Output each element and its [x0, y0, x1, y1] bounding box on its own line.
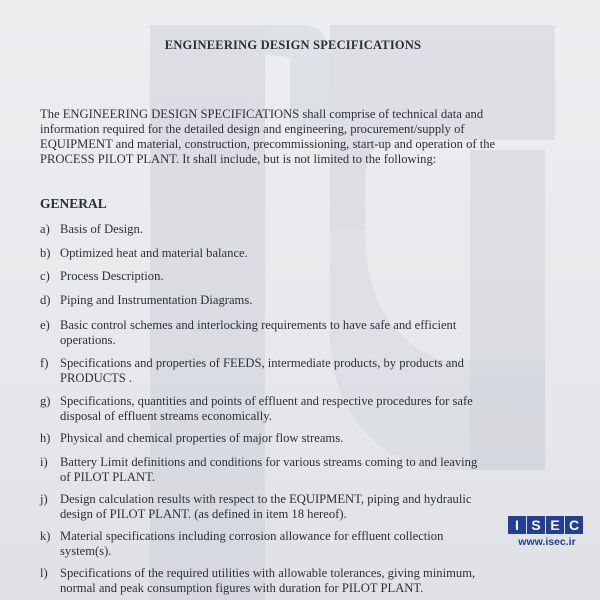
- list-item-letter: c): [40, 269, 50, 283]
- page-title: ENGINEERING DESIGN SPECIFICATIONS: [164, 38, 422, 52]
- list-item-text: PRODUCTS .: [60, 371, 133, 385]
- list-item-letter: f): [40, 356, 49, 370]
- list-item-letter: a): [40, 222, 50, 236]
- list-item-text: Battery Limit definitions and conditions for various streams coming to and leaving: [60, 455, 478, 469]
- list-item-letter: l): [40, 566, 48, 580]
- list-item-text: Specifications, quantities and points of effluent and respective procedures for safe: [60, 394, 473, 408]
- intro-paragraph: [40, 107, 546, 167]
- list-item-letter: e): [40, 318, 50, 332]
- list-item-text: disposal of effluent streams economically.: [60, 409, 272, 423]
- intro-line: The ENGINEERING DESIGN SPECIFICATIONS shall comprise of technical data and: [40, 107, 484, 121]
- list-item-text: Physical and chemical properties of major flow streams.: [60, 431, 344, 445]
- list-item-text: design of PILOT PLANT. (as defined in item 18 hereof).: [60, 507, 347, 521]
- list-item-text: Specifications and properties of FEEDS, intermediate products, by products and: [60, 356, 464, 370]
- logo-url: www.isec.ir: [518, 536, 576, 548]
- list-item-letter: i): [40, 455, 48, 469]
- list-item-letter: h): [40, 431, 51, 445]
- list-item-text: Process Description.: [60, 269, 164, 283]
- list-item-letter: j): [40, 492, 48, 506]
- logo-letter: E: [546, 516, 564, 534]
- list-item-text: operations.: [60, 333, 116, 347]
- intro-line: PROCESS PILOT PLANT. It shall include, but is not limited to the following:: [40, 152, 437, 166]
- list-item-letter: d): [40, 293, 51, 307]
- intro-line: EQUIPMENT and material, construction, precommissioning, start-up and operation of the: [40, 137, 496, 151]
- list-item-text: Design calculation results with respect to the EQUIPMENT, piping and hydraulic: [60, 492, 472, 506]
- list-item-text: Specifications of the required utilities with allowable tolerances, giving minimum,: [60, 566, 476, 580]
- list-item-text: Piping and Instrumentation Diagrams.: [60, 293, 253, 307]
- list-item-text: Material specifications including corrosion allowance for effluent collection: [60, 529, 444, 543]
- logo-letter: I: [508, 516, 526, 534]
- list-item-text: Optimized heat and material balance.: [60, 246, 248, 260]
- document-content: [40, 0, 546, 600]
- list-item-text: Basic control schemes and interlocking requirements to have safe and efficient: [60, 318, 457, 332]
- list-item-text: normal and peak consumption figures with duration for PILOT PLANT.: [60, 581, 424, 595]
- list-item-letter: b): [40, 246, 51, 260]
- list-item-text: of PILOT PLANT.: [60, 470, 156, 484]
- list-item-text: system(s).: [60, 544, 112, 558]
- list-item-letter: g): [40, 394, 51, 408]
- intro-line: information required for the detailed design and engineering, procurement/supply of: [40, 122, 465, 136]
- isec-logo: [506, 516, 586, 560]
- logo-letter: S: [527, 516, 545, 534]
- logo-letter: C: [565, 516, 583, 534]
- list-item-letter: k): [40, 529, 51, 543]
- section-heading: GENERAL: [40, 196, 107, 211]
- list-item-text: Basis of Design.: [60, 222, 143, 236]
